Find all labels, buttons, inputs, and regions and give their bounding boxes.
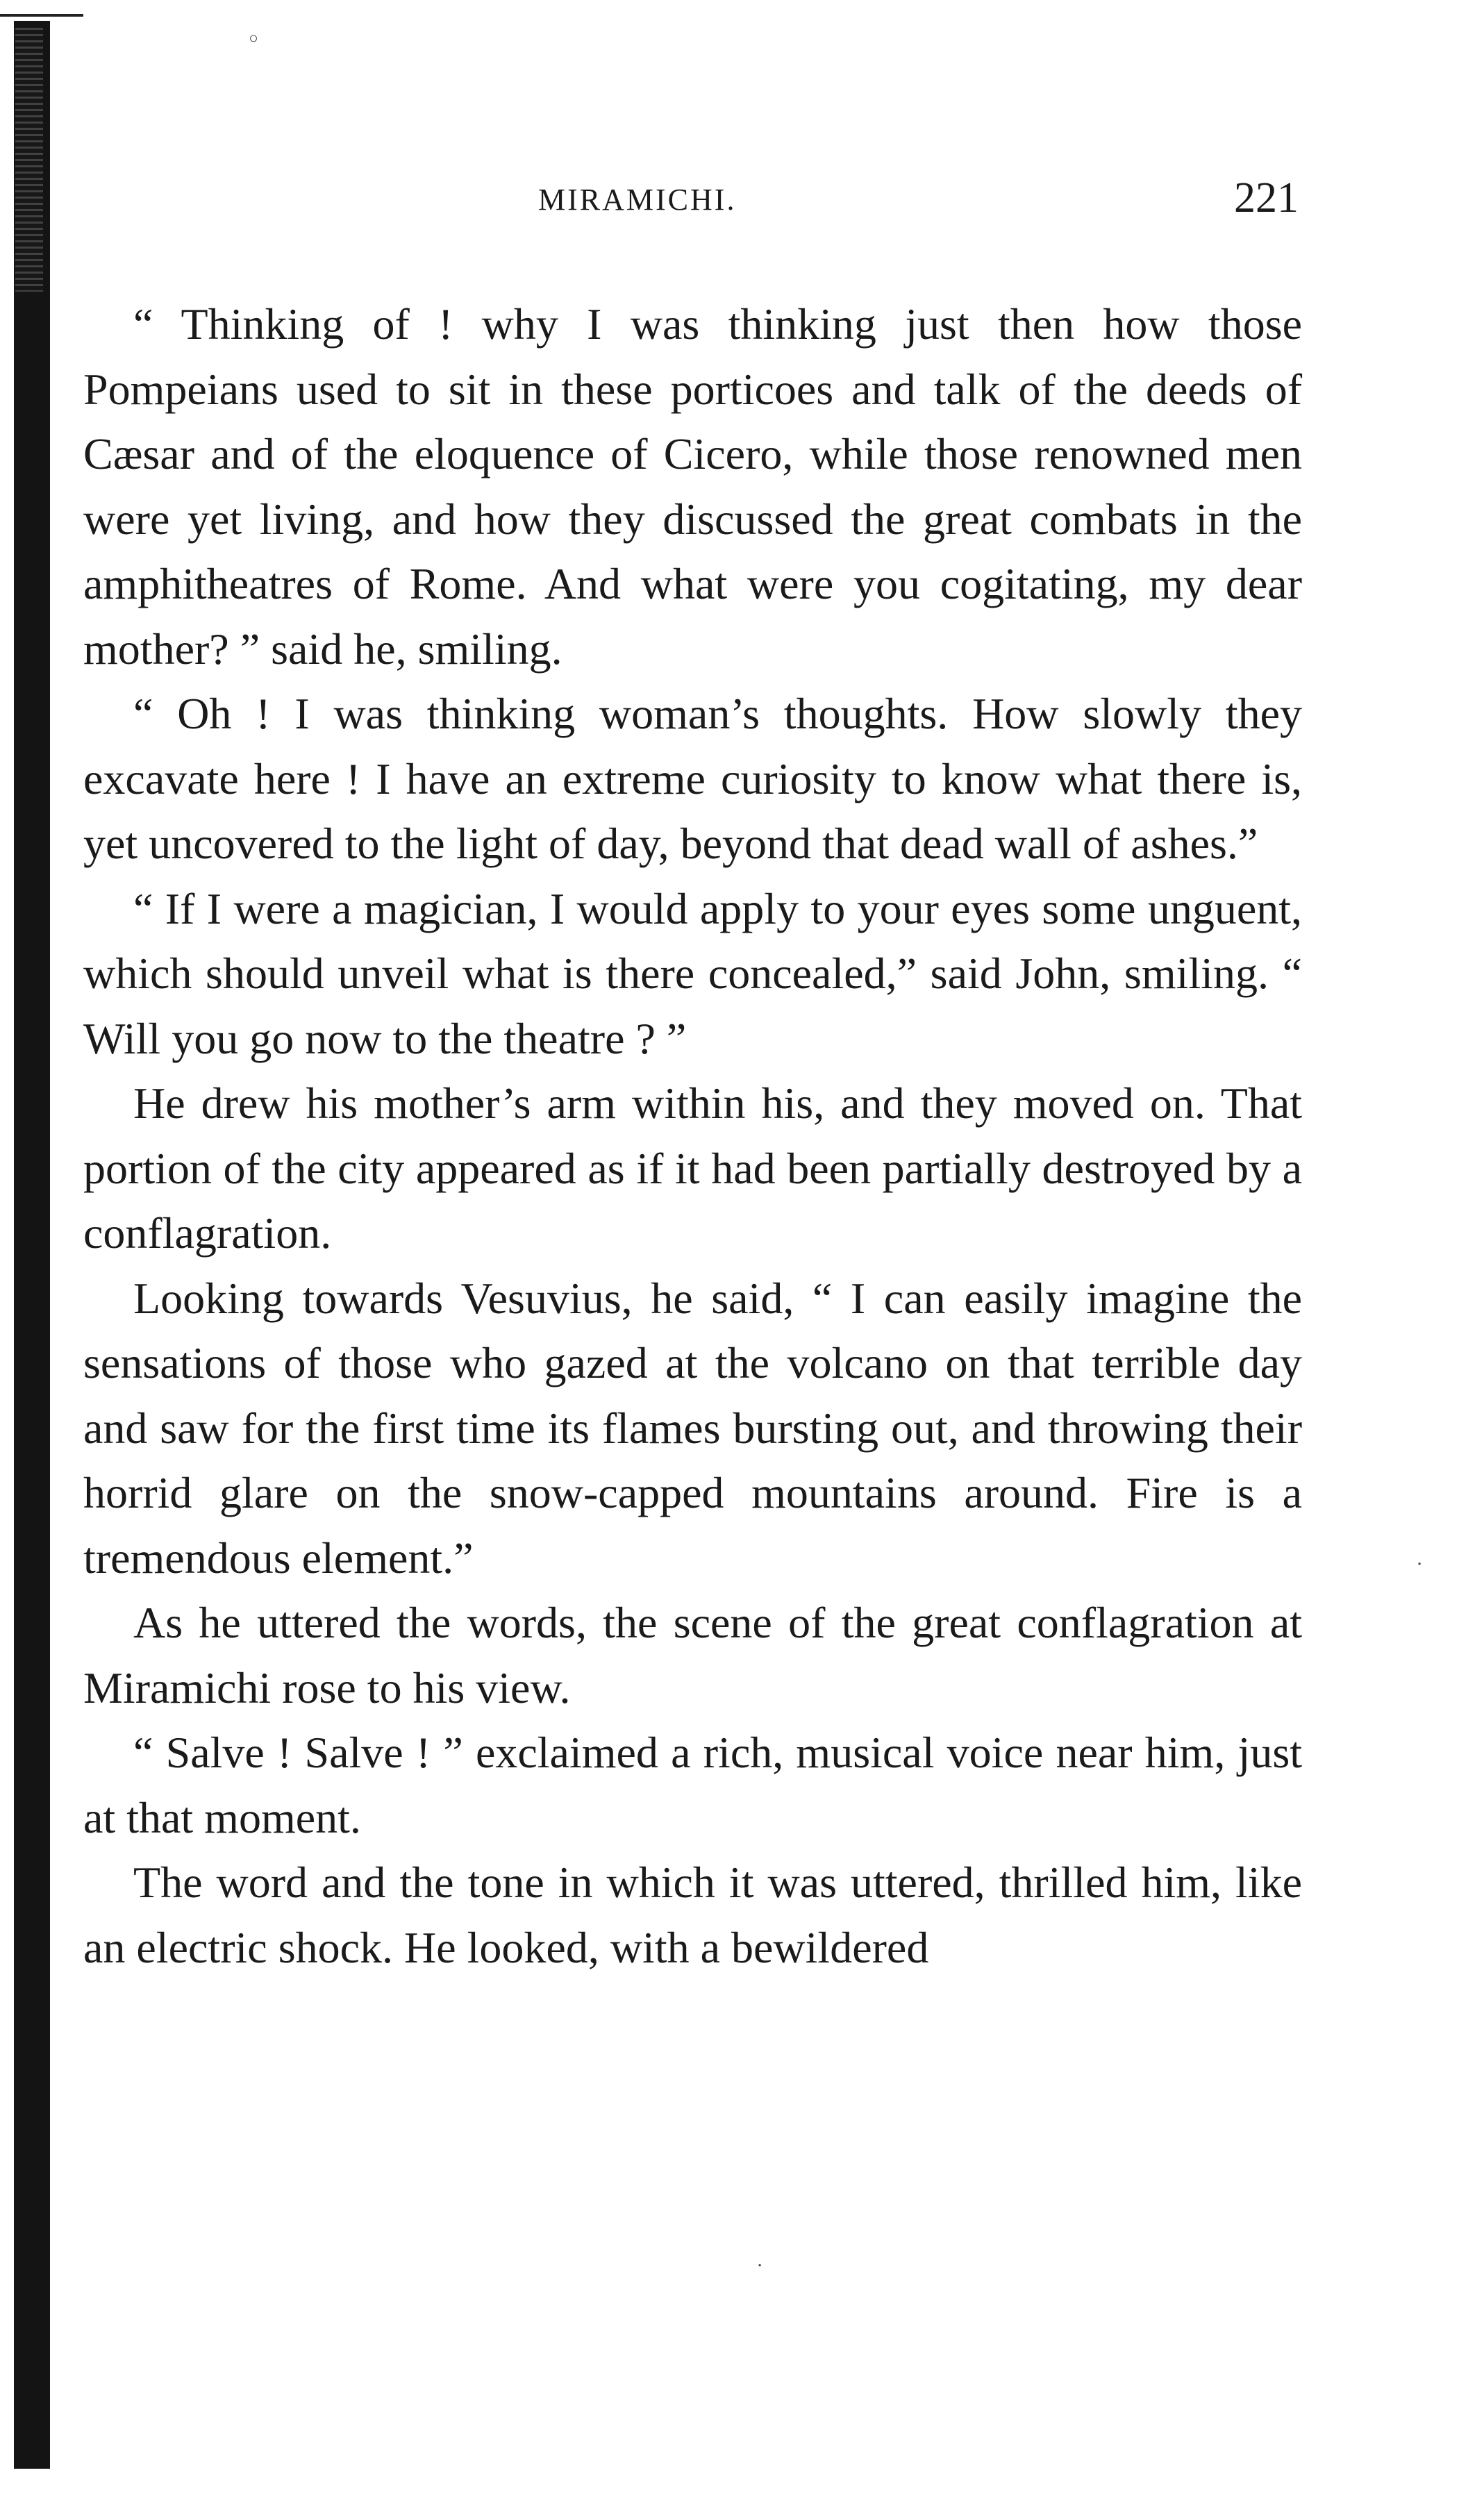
binding-edge-texture — [15, 28, 43, 292]
paragraph: “ Oh ! I was thinking woman’s thoughts. How slowly they excavate here ! I have an extreme curiosity to know what there is, yet uncovered to the light of day, beyond that dead wall of ashes.” — [83, 689, 1302, 868]
paragraph: “ Salve ! Salve ! ” exclaimed a rich, musical voice near him, just at that moment. — [83, 1728, 1302, 1842]
paragraph: He drew his mother’s arm within his, and they moved on. That portion of the city appeared as if it had been partially destroyed by a conflagration. — [83, 1078, 1302, 1258]
paragraph: “ If I were a magician, I would apply to your eyes some unguent, which should unveil what is there concealed,” said John, smiling. “ Will you go now to the theatre ? ” — [83, 883, 1302, 1063]
running-head — [83, 174, 1299, 222]
page-number: 221 — [1234, 174, 1299, 222]
body-text — [83, 292, 1302, 1980]
running-head-title: MIRAMICHI. — [538, 183, 737, 217]
paragraph: As he uttered the words, the scene of the great conflagration at Miramichi rose to his view. — [83, 1598, 1302, 1712]
scan-speck: ◦ — [247, 26, 261, 53]
page-edge-line — [0, 14, 83, 17]
paragraph: The word and the tone in which it was uttered, thrilled him, like an electric shock. He looked, with a bewildered — [83, 1858, 1302, 1972]
paragraph: “ Thinking of ! why I was thinking just then how those Pompeians used to sit in these porticoes and talk of the deeds of Cæsar and of the eloquence of Cicero, while those renowned men were yet living, and how they discussed the great combats in the amphitheatres of Rome. And what were you cogitating, my dear mother? ” said he, smiling. — [83, 299, 1302, 674]
scan-speck: · — [757, 2256, 763, 2276]
scan-speck: · — [1417, 1554, 1423, 1575]
binding-edge — [14, 21, 50, 2469]
paragraph: Looking towards Vesuvius, he said, “ I can easily imagine the sensations of those who gazed at the volcano on that terrible day and saw for the first time its flames bursting out, and throwing their horrid glare on the snow-capped mountains around. Fire is a tremendous element.” — [83, 1273, 1302, 1583]
